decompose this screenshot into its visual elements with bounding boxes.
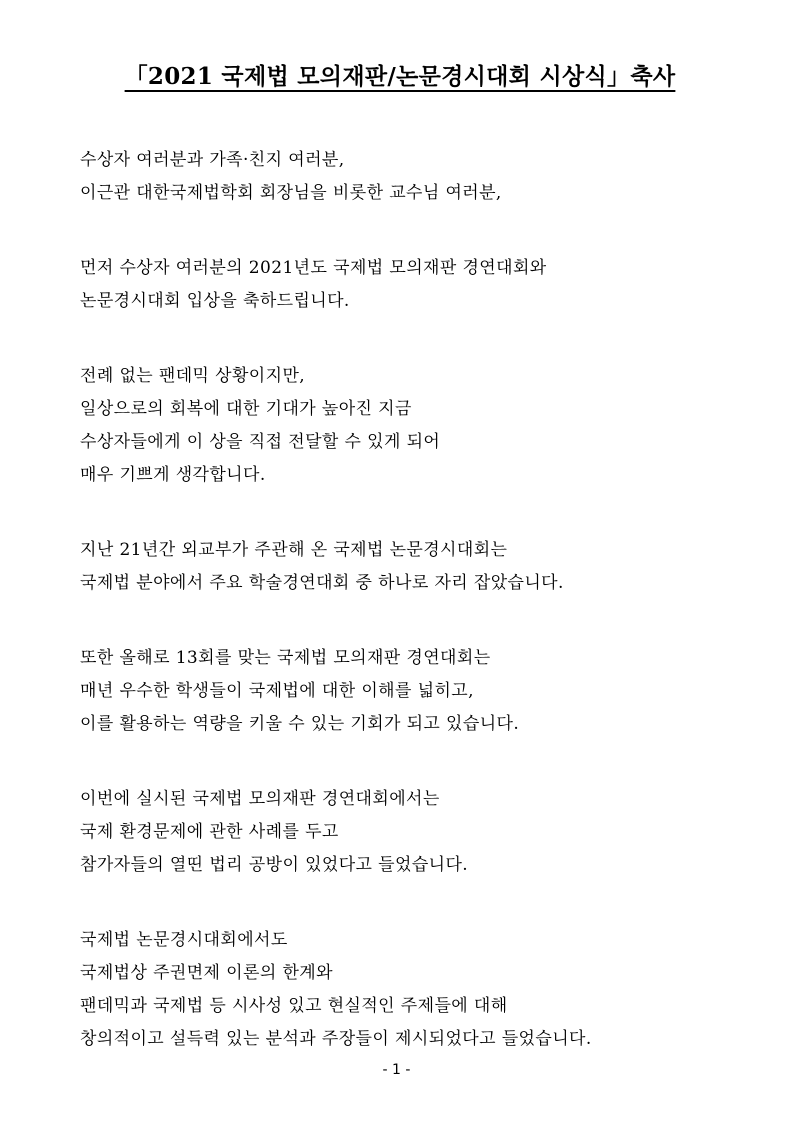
paragraph <box>80 783 740 882</box>
text-line: 매년 우수한 학생들이 국제법에 대한 이해를 넓히고, <box>80 681 474 701</box>
paragraph <box>80 642 740 741</box>
text-line: 이번에 실시된 국제법 모의재판 경연대회에서는 <box>80 789 440 809</box>
paragraph-gap <box>80 741 740 783</box>
text-line: 팬데믹과 국제법 등 시사성 있고 현실적인 주제들에 대해 <box>80 996 508 1016</box>
text-line: 매우 기쁘게 생각합니다. <box>80 465 266 485</box>
text-line: 일상으로의 회복에 대한 기대가 높아진 지금 <box>80 399 412 419</box>
text-line: 국제법 논문경시대회에서도 <box>80 930 288 950</box>
text-line: 국제법상 주권면제 이론의 한계와 <box>80 963 333 983</box>
paragraph-gap <box>80 882 740 924</box>
text-line: 이를 활용하는 역량을 키울 수 있는 기회가 되고 있습니다. <box>80 714 520 734</box>
paragraph <box>80 360 740 492</box>
paragraph <box>80 252 740 318</box>
text-line: 이근관 대한국제법학회 회장님을 비롯한 교수님 여러분, <box>80 183 502 203</box>
paragraph-gap <box>80 492 740 534</box>
text-line: 전례 없는 팬데믹 상황이지만, <box>80 366 306 386</box>
page-number: - 1 - <box>382 1062 411 1078</box>
text-line: 또한 올해로 13회를 맞는 국제법 모의재판 경연대회는 <box>80 648 491 668</box>
text-line: 지난 21년간 외교부가 주관해 온 국제법 논문경시대회는 <box>80 540 508 560</box>
text-line: 수상자들에게 이 상을 직접 전달할 수 있게 되어 <box>80 432 441 452</box>
paragraph-gap <box>80 318 740 360</box>
text-line: 참가자들의 열띤 법리 공방이 있었다고 들었습니다. <box>80 855 469 875</box>
text-line: 국제법 분야에서 주요 학술경연대회 중 하나로 자리 잡았습니다. <box>80 573 564 593</box>
paragraph-gap <box>80 600 740 642</box>
text-line: 논문경시대회 입상을 축하드립니다. <box>80 291 350 311</box>
text-line: 수상자 여러분과 가족·친지 여러분, <box>80 150 345 170</box>
paragraph <box>80 144 740 210</box>
paragraph <box>80 924 740 1056</box>
paragraph <box>80 534 740 600</box>
paragraph-gap <box>80 210 740 252</box>
document-title: 「2021 국제법 모의재판/논문경시대회 시상식」축사 <box>124 63 676 90</box>
text-line: 먼저 수상자 여러분의 2021년도 국제법 모의재판 경연대회와 <box>80 258 547 278</box>
text-line: 창의적이고 설득력 있는 분석과 주장들이 제시되었다고 들었습니다. <box>80 1029 592 1049</box>
text-line: 국제 환경문제에 관한 사례를 두고 <box>80 822 339 842</box>
document-body <box>80 144 740 1056</box>
